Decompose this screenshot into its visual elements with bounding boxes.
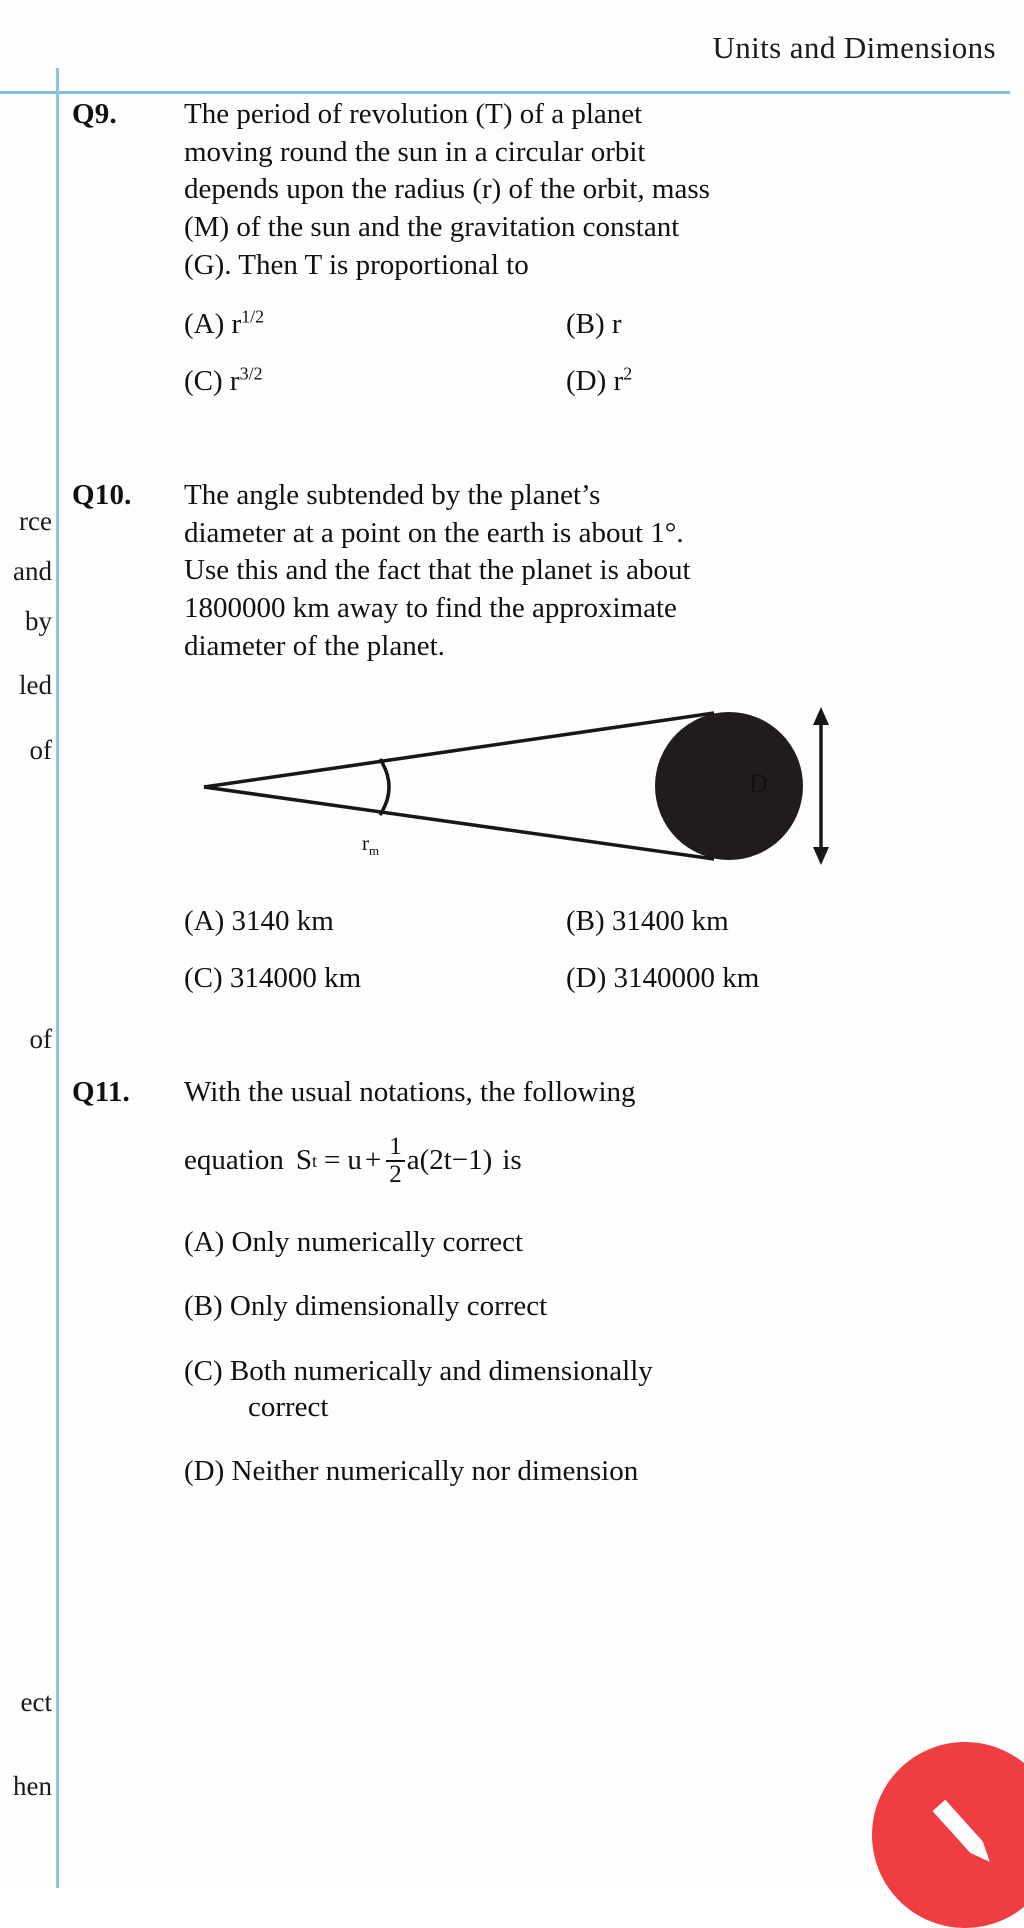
pencil-edit-badge[interactable] [872,1742,1024,1928]
margin-fragment-2: by [25,606,52,636]
q9-option-c-base: r [229,364,240,397]
q10-option-d-text: 3140000 km [613,961,760,994]
margin-fragment-6: ect [20,1687,52,1717]
q9-option-b-base: r [611,308,622,341]
margin-fragment-5: of [29,1024,52,1054]
q11-option-b-key: (B) [184,1290,223,1323]
q10-line-4: 1800000 km away to find the approximate [184,592,677,624]
q10-line-3: Use this and the fact that the planet is about [184,554,691,587]
q9-line-5: (G). Then T is proportional to [184,248,529,281]
q9-option-d-key: (D) [566,364,607,397]
q9-line-1: The period of revolution (T) of a planet [184,98,643,130]
q10-option-a-key: (A) [184,905,225,938]
q10-line-1: The angle subtended by the planet’s [184,478,601,511]
q9-option-a-key: (A) [184,308,225,341]
q9-option-b-key: (B) [566,308,605,341]
margin-fragment-3: led [19,670,52,700]
equation-equals: = [324,1143,341,1176]
q9-option-a-base: r [231,308,242,341]
q9-option-c[interactable] [184,363,566,399]
q11-line-1: With the usual notations, the following [184,1075,636,1108]
q9-option-b[interactable] [566,306,1002,342]
q10-option-a-text: 3140 km [231,905,334,938]
q9-option-c-key: (C) [184,364,223,397]
q10-option-b-key: (B) [566,905,605,938]
diagram-svg [184,691,884,873]
equation-fraction-denominator: 2 [386,1160,405,1188]
equation-fraction-numerator: 1 [389,1132,402,1160]
diameter-arrow-down-icon [813,847,829,865]
question-q9 [72,96,1012,399]
q11-option-d-text: Neither numerically nor dimension [231,1455,639,1488]
q10-option-a[interactable] [184,903,566,939]
q9-options [72,306,1012,399]
q11-option-d-key: (D) [184,1455,225,1488]
equation-suffix: is [502,1143,522,1176]
q11-equation: equation S t = u + $\frac{1}{2}$ a(2t−1) is [184,1132,522,1188]
margin-fragment-0: rce [19,506,52,536]
question-q10 [72,477,1012,996]
q9-option-d[interactable] [566,363,1002,399]
margin-fragment-7: hen [13,1771,52,1801]
column-divider [56,68,59,1888]
q9-option-c-exponent: 3/2 [239,363,263,384]
q11-option-c[interactable] [184,1353,1002,1426]
q11-option-b[interactable] [184,1288,1002,1324]
upper-sight-line [204,713,714,787]
q11-option-a-key: (A) [184,1226,225,1259]
margin-fragment-1: and [13,556,52,586]
equation-prefix: equation [184,1143,284,1176]
question-q11 [72,1074,1012,1489]
q9-option-a[interactable] [184,306,566,342]
lower-sight-line [204,787,714,859]
q10-option-b[interactable] [566,903,1002,939]
q10-option-c[interactable] [184,960,566,996]
q11-option-b-text: Only dimensionally correct [229,1290,548,1323]
q9-option-a-exponent: 1/2 [241,306,265,327]
q9-line-2: moving round the sun in a circular orbit [184,135,646,168]
equation-plus: + [364,1143,382,1176]
question-label-q10: Q10. [72,478,132,511]
equation-lhs: S [295,1143,312,1176]
question-column [72,96,1012,1517]
distance-label [362,831,380,859]
equation-term1: u [347,1143,362,1176]
page-title: Units and Dimensions [712,30,996,65]
q11-options [72,1224,1012,1489]
question-text-q9 [184,96,1012,284]
header-divider [0,91,1010,94]
diameter-arrow-up-icon [813,707,829,725]
q9-option-d-exponent: 2 [623,363,633,384]
equation-fraction [386,1134,405,1189]
q11-option-d[interactable] [184,1453,1002,1489]
q10-options [72,903,1012,996]
q10-option-c-text: 314000 km [229,961,362,994]
margin-fragment-4: of [29,735,52,765]
subtended-angle-arc [380,759,389,815]
q11-option-c-text: Both numerically and dimensionally [229,1354,653,1387]
q10-line-5: diameter of the planet. [184,629,445,662]
q11-option-a-text: Only numerically correct [231,1226,524,1259]
distance-label-base: r [362,831,369,856]
q9-line-4: (M) of the sun and the gravitation constant [184,211,680,244]
question-label-q11: Q11. [72,1075,131,1108]
q9-line-3: depends upon the radius (r) of the orbit, mass [184,173,710,206]
q10-option-d[interactable] [566,960,1002,996]
planet-disk [655,712,803,860]
q11-option-c-key: (C) [184,1354,223,1387]
question-label-q9: Q9. [72,98,117,130]
q11-option-a[interactable] [184,1224,1002,1260]
q11-option-c-text2: correct [248,1390,329,1423]
planet-angular-diameter-diagram [184,691,884,873]
distance-label-subscript: m [369,843,380,859]
q10-line-2: diameter at a point on the earth is about 1°. [184,516,684,549]
question-text-q11 [184,1074,1012,1188]
equation-term2: a(2t−1) [406,1143,493,1176]
q9-option-d-base: r [613,364,624,397]
q10-option-d-key: (D) [566,961,607,994]
pencil-icon [916,1786,1012,1882]
question-text-q10 [184,477,1012,665]
diameter-label: D [749,769,768,799]
q10-option-b-text: 31400 km [611,905,729,938]
q10-option-c-key: (C) [184,961,223,994]
